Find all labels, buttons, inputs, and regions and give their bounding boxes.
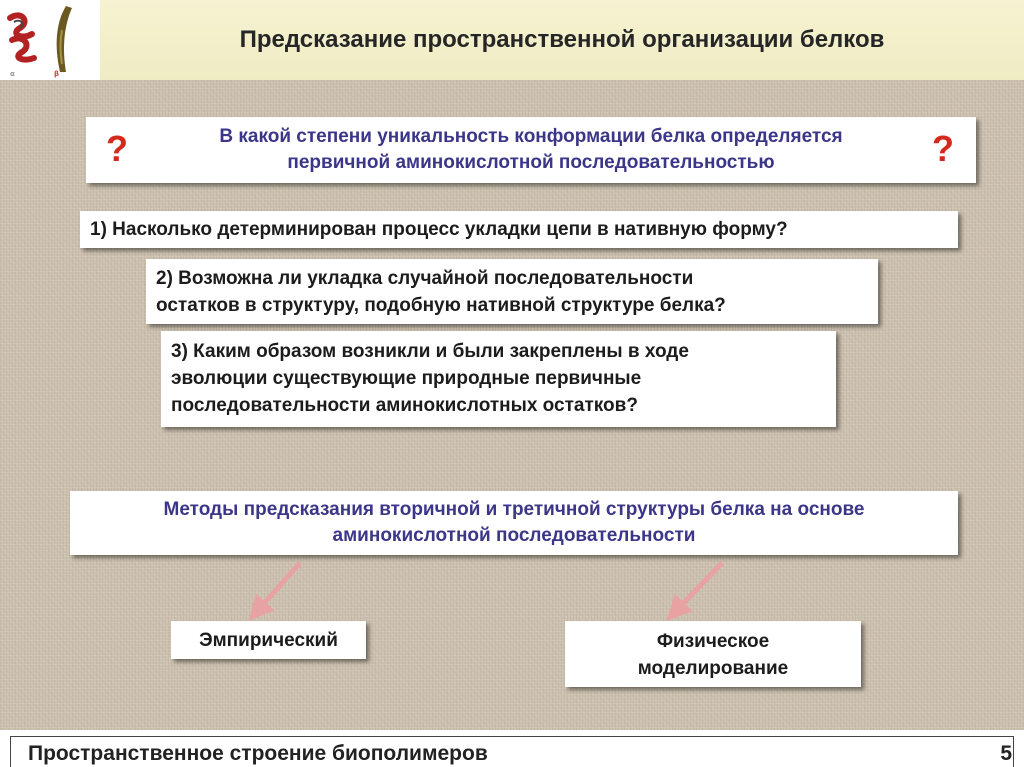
methods-line-2: аминокислотной последовательности <box>332 525 696 546</box>
empirical-box <box>171 621 366 659</box>
item-3-line-3: последовательности аминокислотных остатков? <box>171 395 638 416</box>
item-2-line-1: 2) Возможна ли укладка случайной последовательности <box>156 268 694 289</box>
question-line-1: В какой степени уникальность конформации белка определяется <box>219 126 843 147</box>
svg-text:β: β <box>54 70 60 78</box>
question-line-2: первичной аминокислотной последовательностью <box>287 152 775 173</box>
page-title: Предсказание пространственной организации белков <box>239 26 885 53</box>
physical-line-1: Физическое <box>656 631 770 652</box>
physical-line-2: моделирование <box>637 658 789 679</box>
svg-text:α: α <box>10 70 15 78</box>
item-2-line-2: остатков в структуру, подобную нативной структуре белка? <box>156 295 726 316</box>
question-mark-right: ? <box>932 128 954 169</box>
physical-box <box>565 621 861 687</box>
empirical-label: Эмпирический <box>199 630 338 651</box>
footer <box>0 730 1024 767</box>
item-3-line-2: эволюции существующие природные первичные <box>171 368 642 389</box>
arrow-to-physical <box>670 563 722 617</box>
methods-line-1: Методы предсказания вторичной и третичной структуры белка на основе <box>163 499 865 520</box>
page-number: 5 <box>1000 742 1012 765</box>
question-mark-left: ? <box>106 128 128 169</box>
item-1-line-1: 1) Насколько детерминирован процесс укладки цепи в нативную форму? <box>90 219 788 240</box>
footer-label: Пространственное строение биополимеров <box>28 742 488 765</box>
arrow-to-empirical <box>252 563 300 617</box>
item-3-line-1: 3) Каким образом возникли и были закреплены в ходе <box>171 341 689 362</box>
